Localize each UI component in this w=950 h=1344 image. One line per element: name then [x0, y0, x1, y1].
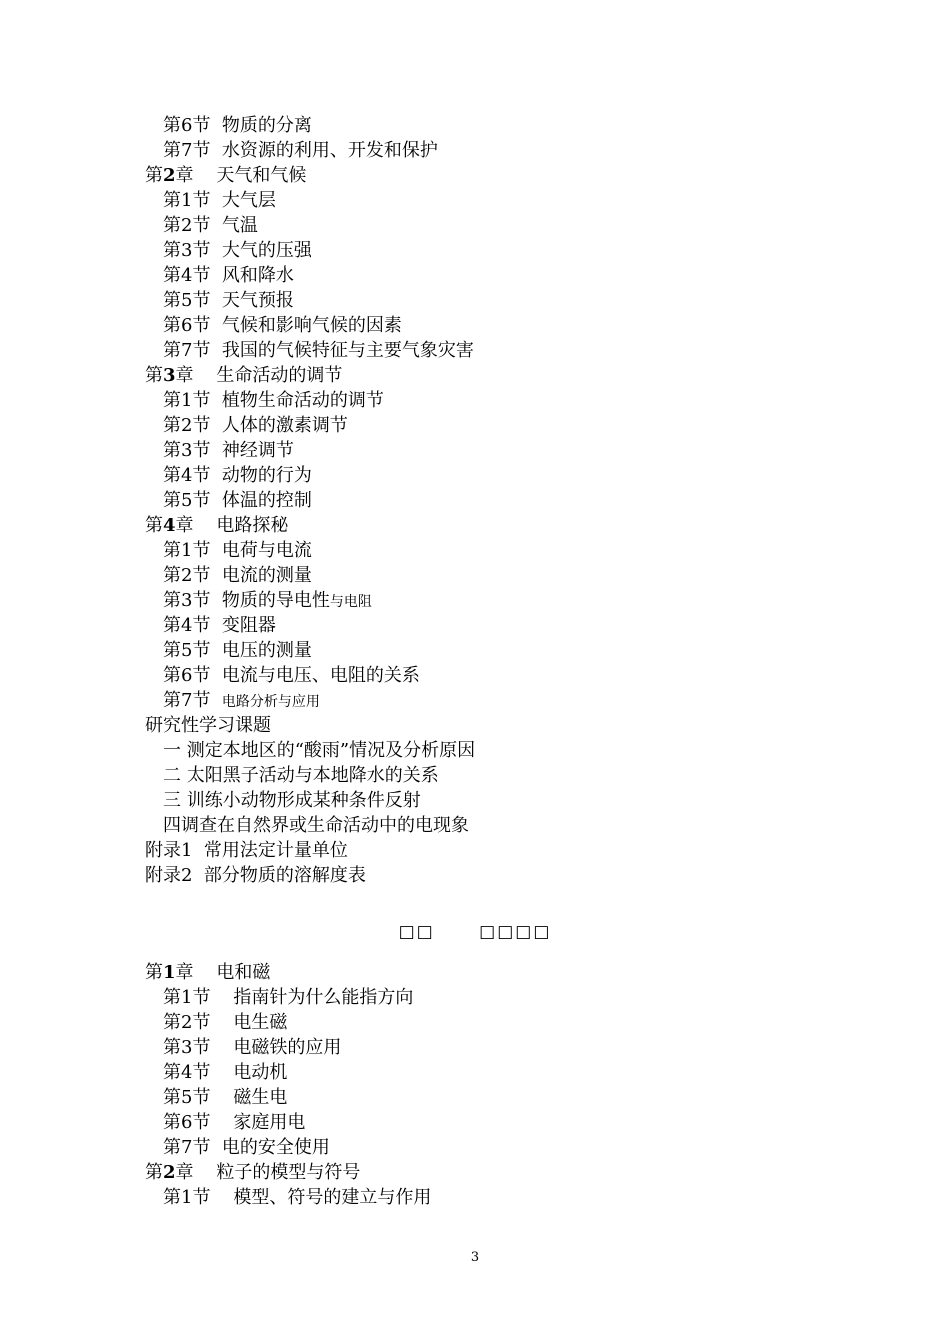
toc-section: 第3节 物质的导电性与电阻 — [163, 590, 372, 611]
toc-chapter: 第3章 生命活动的调节 — [145, 365, 343, 386]
toc-chapter: 第2章 粒子的模型与符号 — [145, 1162, 361, 1183]
toc-section: 第4节 变阻器 — [163, 615, 276, 636]
toc-section: 第5节 体温的控制 — [163, 490, 312, 511]
toc-section: 第1节 指南针为什么能指方向 — [163, 987, 414, 1008]
research-item: 一 测定本地区的“酸雨”情况及分析原因 — [163, 740, 476, 761]
toc-section: 第4节 电动机 — [163, 1062, 288, 1083]
toc-section: 第5节 天气预报 — [163, 290, 294, 311]
toc-section: 第7节 我国的气候特征与主要气象灾害 — [163, 340, 474, 361]
research-item: 二 太阳黑子活动与本地降水的关系 — [163, 765, 439, 786]
research-heading: 研究性学习课题 — [145, 715, 271, 736]
volume-heading: □□ □□□□ — [398, 922, 552, 942]
toc-chapter: 第2章 天气和气候 — [145, 165, 307, 186]
toc-section: 第3节 大气的压强 — [163, 240, 312, 261]
toc-chapter: 第4章 电路探秘 — [145, 515, 289, 536]
toc-section: 第3节 神经调节 — [163, 440, 294, 461]
toc-chapter: 第1章 电和磁 — [145, 962, 271, 983]
research-item: 三 训练小动物形成某种条件反射 — [163, 790, 421, 811]
toc-section: 第7节 电的安全使用 — [163, 1137, 330, 1158]
toc-section: 第2节 气温 — [163, 215, 258, 236]
toc-section: 第7节 电路分析与应用 — [163, 690, 320, 711]
toc-section: 第2节 电生磁 — [163, 1012, 288, 1033]
toc-section: 第1节 电荷与电流 — [163, 540, 312, 561]
toc-section: 第5节 磁生电 — [163, 1087, 288, 1108]
toc-section: 第5节 电压的测量 — [163, 640, 312, 661]
toc-section: 第1节 模型、符号的建立与作用 — [163, 1187, 432, 1208]
toc-section: 第7节 水资源的利用、开发和保护 — [163, 140, 438, 161]
research-item: 四调查在自然界或生命活动中的电现象 — [163, 815, 469, 836]
toc-section: 第3节 电磁铁的应用 — [163, 1037, 342, 1058]
toc-section: 第6节 电流与电压、电阻的关系 — [163, 665, 420, 686]
toc-section: 第6节 气候和影响气候的因素 — [163, 315, 402, 336]
appendix-item: 附录1 常用法定计量单位 — [145, 840, 348, 861]
page-number: 3 — [470, 1250, 480, 1265]
toc-section: 第2节 电流的测量 — [163, 565, 312, 586]
toc-section: 第6节 物质的分离 — [163, 115, 312, 136]
toc-section: 第6节 家庭用电 — [163, 1112, 306, 1133]
toc-section: 第4节 风和降水 — [163, 265, 294, 286]
appendix-item: 附录2 部分物质的溶解度表 — [145, 865, 366, 886]
toc-section: 第2节 人体的激素调节 — [163, 415, 348, 436]
toc-section: 第4节 动物的行为 — [163, 465, 312, 486]
toc-section: 第1节 植物生命活动的调节 — [163, 390, 384, 411]
toc-section: 第1节 大气层 — [163, 190, 276, 211]
